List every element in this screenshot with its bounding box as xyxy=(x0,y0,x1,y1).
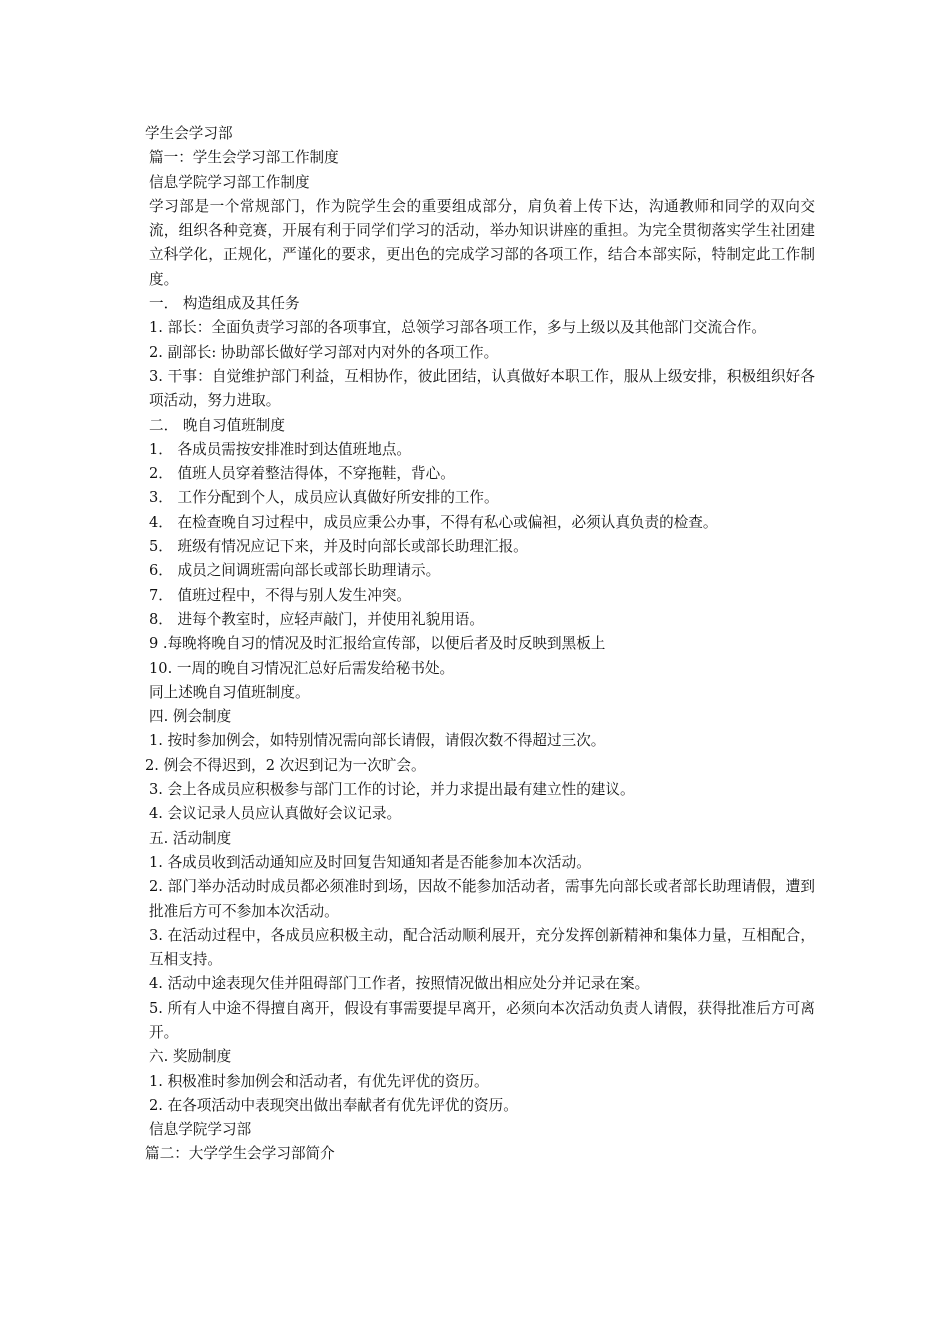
paragraph-line: 二． 晚自习值班制度 xyxy=(149,416,285,434)
paragraph-line: 1. 按时参加例会，如特别情况需向部长请假，请假次数不得超过三次。 xyxy=(149,732,606,750)
paragraph-line: 2. 部门举办活动时成员都必须准时到场，因故不能参加活动者，需事先向部长或者部长助理请假，遭到批准后方可不参加本次活动。 xyxy=(149,878,815,920)
paragraph-line: 一． 构造组成及其任务 xyxy=(149,295,300,313)
paragraph-line: 同上述晚自习值班制度。 xyxy=(149,683,310,701)
paragraph-line: 4. 活动中途表现欠佳并阻碍部门工作者，按照情况做出相应处分并记录在案。 xyxy=(149,975,650,993)
paragraph-line: 五. 活动制度 xyxy=(149,829,232,847)
paragraph-line: 5. 所有人中途不得擅自离开，假设有事需要提早离开，必须向本次活动负责人请假，获得批准后方可离开。 xyxy=(149,999,815,1041)
paragraph-line: 3． 工作分配到个人，成员应认真做好所安排的工作。 xyxy=(149,489,499,507)
paragraph-line: 3. 在活动过程中，各成员应积极主动，配合活动顺利展开，充分发挥创新精神和集体力量，互相配合，互相支持。 xyxy=(149,926,815,969)
paragraph-line: 3. 干事：自觉维护部门利益，互相协作，彼此团结，认真做好本职工作，服从上级安排，积极组织好各项活动，努力进取。 xyxy=(149,367,815,410)
document-body xyxy=(145,146,815,1166)
paragraph-line: 信息学院学习部 xyxy=(149,1121,252,1139)
paragraph-line: 2. 副部长: 协助部长做好学习部对内对外的各项工作。 xyxy=(149,343,499,361)
paragraph-line: 1. 积极准时参加例会和活动者，有优先评优的资历。 xyxy=(149,1072,489,1090)
paragraph-line: 2. 在各项活动中表现突出做出奉献者有优先评优的资历。 xyxy=(149,1096,518,1114)
document-title: 学生会学习部 xyxy=(145,125,233,142)
paragraph-line: 六. 奖励制度 xyxy=(149,1048,232,1066)
paragraph-line: 8． 进每个教室时，应轻声敲门，并使用礼貌用语。 xyxy=(149,610,484,628)
document-page xyxy=(145,122,815,1167)
paragraph-line: 2． 值班人员穿着整洁得体，不穿拖鞋，背心。 xyxy=(149,465,455,483)
paragraph-line: 10. 一周的晚自习情况汇总好后需发给秘书处。 xyxy=(149,659,455,677)
paragraph-line: 1. 部长：全面负责学习部的各项事宜，总领学习部各项工作，多与上级以及其他部门交流合作。 xyxy=(149,319,766,337)
paragraph-line: 5． 班级有情况应记下来，并及时向部长或部长助理汇报。 xyxy=(149,538,528,556)
paragraph-line: 3. 会上各成员应积极参与部门工作的讨论，并力求提出最有建立性的建议。 xyxy=(149,781,635,799)
paragraph-line: 6． 成员之间调班需向部长或部长助理请示。 xyxy=(149,562,441,580)
paragraph-line: 信息学院学习部工作制度 xyxy=(149,173,310,191)
paragraph-line: 四. 例会制度 xyxy=(149,708,232,726)
paragraph-line: 1． 各成员需按安排准时到达值班地点。 xyxy=(149,440,412,458)
paragraph-line: 2. 例会不得迟到，2 次迟到记为一次旷会。 xyxy=(145,756,426,774)
paragraph-line: 4. 会议记录人员应认真做好会议记录。 xyxy=(149,805,402,823)
paragraph-line: 篇一：学生会学习部工作制度 xyxy=(149,149,339,167)
paragraph-line: 1. 各成员收到活动通知应及时回复告知通知者是否能参加本次活动。 xyxy=(149,853,591,871)
paragraph-line: 4． 在检查晚自习过程中，成员应秉公办事，不得有私心或偏袒，必须认真负责的检查。 xyxy=(149,513,718,531)
paragraph-line: 篇二：大学学生会学习部简介 xyxy=(145,1145,335,1163)
paragraph-line: 7． 值班过程中，不得与别人发生冲突。 xyxy=(149,586,412,604)
paragraph-line: 学习部是一个常规部门，作为院学生会的重要组成部分，肩负着上传下达，沟通教师和同学的双向交流，组织各种竞赛，开展有利于同学们学习的活动，举办知识讲座的重担。为完全贯彻落实学生社团建立科学化，正规化，严谨化的要求，更出色的完成学习部的各项工作，结合本部实际，特制定此工作制度。 xyxy=(149,197,815,288)
paragraph-line: 9 .每晚将晚自习的情况及时汇报给宣传部，以便后者及时反映到黑板上 xyxy=(149,635,606,653)
